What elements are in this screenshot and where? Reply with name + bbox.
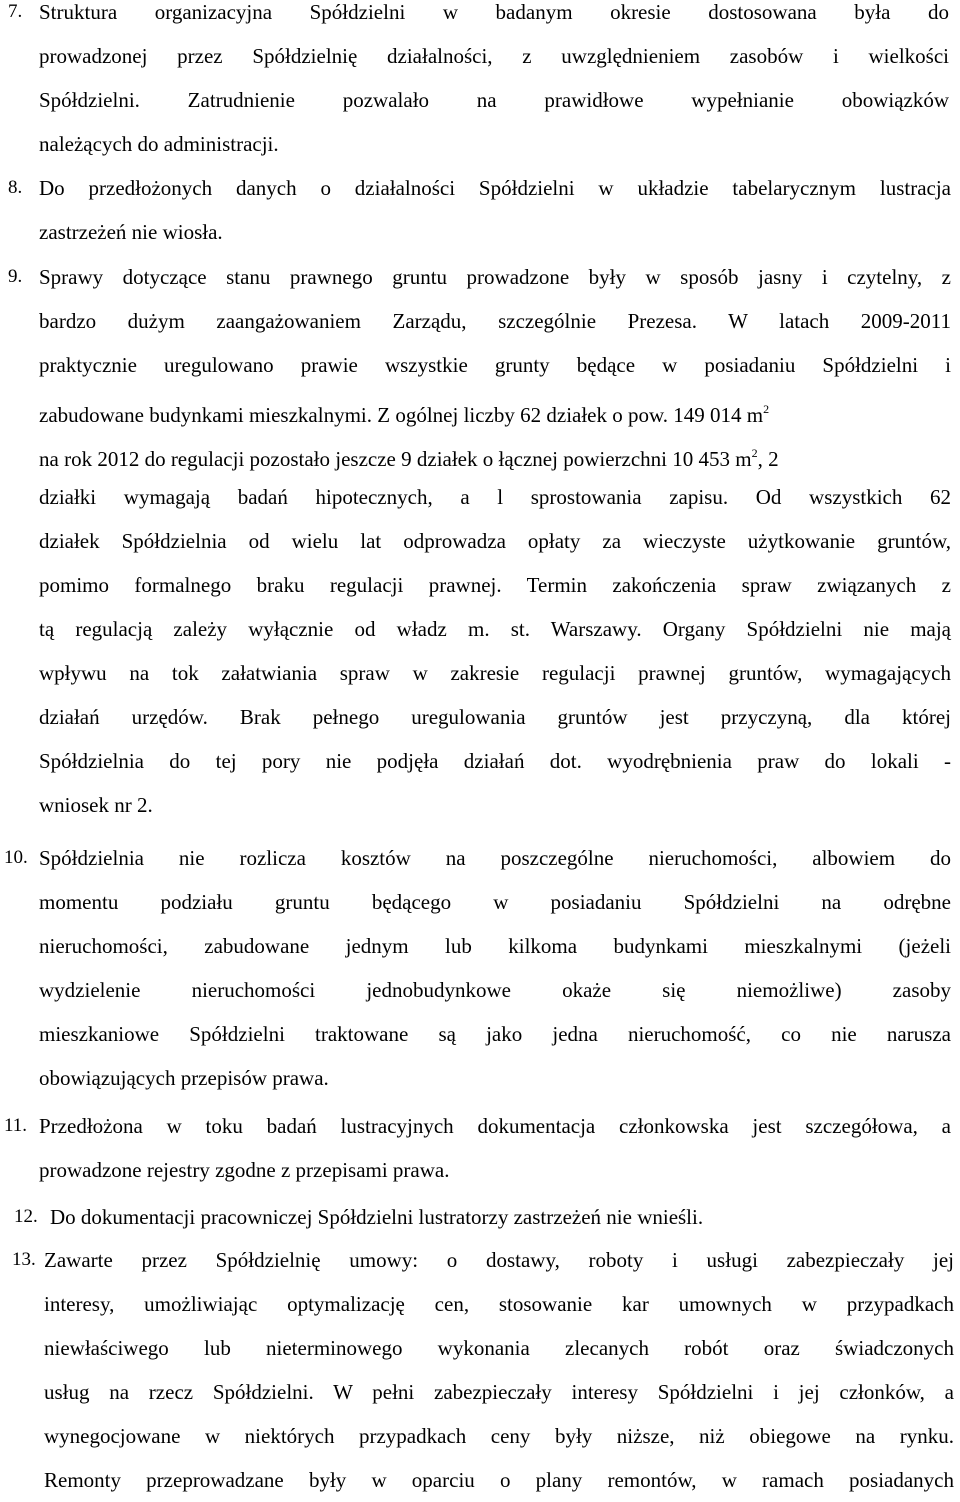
paragraph-line: tą regulacją zależy wyłącznie od władz m. st. Warszawy. Organy Spółdzielni nie mają: [39, 617, 951, 641]
line-suffix: , 2: [757, 447, 779, 471]
paragraph-line: Spółdzielnia nie rozlicza kosztów na poszczególne nieruchomości, albowiem do: [39, 846, 951, 870]
item-number: 13.: [12, 1249, 36, 1270]
paragraph-line: [39, 431, 951, 475]
line-text: na rok 2012 do regulacji pozostało jeszcze 9 działek o łącznej powierzchni 10 453 m: [39, 447, 752, 471]
item-number: 10.: [4, 847, 28, 868]
paragraph-line: praktycznie uregulowano prawie wszystkie grunty będące w posiadaniu Spółdzielni i: [39, 353, 951, 377]
paragraph-line: pomimo formalnego braku regulacji prawnej. Termin zakończenia spraw związanych z: [39, 573, 951, 597]
paragraph-line: działań urzędów. Brak pełnego uregulowania gruntów jest przyczyną, dla której: [39, 705, 951, 729]
paragraph-line: [39, 387, 951, 431]
paragraph-line: wydzielenie nieruchomości jednobudynkowe okaże się niemożliwe) zasoby: [39, 978, 951, 1002]
paragraph-line: Przedłożona w toku badań lustracyjnych dokumentacja członkowska jest szczegółowa, a: [39, 1114, 951, 1138]
paragraph-line: Zawarte przez Spółdzielnię umowy: o dostawy, roboty i usługi zabezpieczały jej: [44, 1248, 954, 1272]
paragraph-line: działek Spółdzielnia od wielu lat odprowadza opłaty za wieczyste użytkowanie gruntów,: [39, 529, 951, 553]
paragraph-line: należących do administracji.: [39, 132, 279, 156]
paragraph-line: interesy, umożliwiając optymalizację cen, stosowanie kar umownych w przypadkach: [44, 1292, 954, 1316]
item-number: 12.: [14, 1206, 38, 1227]
paragraph-line: niewłaściwego lub nieterminowego wykonania zlecanych robót oraz świadczonych: [44, 1336, 954, 1360]
paragraph-line: Do przedłożonych danych o działalności Spółdzielni w układzie tabelarycznym lustracja: [39, 176, 951, 200]
paragraph-line: mieszkaniowe Spółdzielni traktowane są jako jedna nieruchomość, co nie narusza: [39, 1022, 951, 1046]
item-number: 9.: [8, 266, 23, 287]
paragraph-line: prowadzone rejestry zgodne z przepisami prawa.: [39, 1158, 450, 1182]
item-number: 11.: [4, 1115, 28, 1136]
superscript: 2: [763, 402, 770, 416]
item-number: 8.: [8, 177, 23, 198]
paragraph-line: działki wymagają badań hipotecznych, a l sprostowania zapisu. Od wszystkich 62: [39, 485, 951, 509]
paragraph-line: obowiązujących przepisów prawa.: [39, 1066, 329, 1090]
paragraph-line: bardzo dużym zaangażowaniem Zarządu, szczególnie Prezesa. W latach 2009-2011: [39, 309, 951, 333]
paragraph-line: wniosek nr 2.: [39, 793, 153, 817]
paragraph-line: Do dokumentacji pracowniczej Spółdzielni lustratorzy zastrzeżeń nie wnieśli.: [50, 1205, 704, 1229]
paragraph-line: momentu podziału gruntu będącego w posiadaniu Spółdzielni na odrębne: [39, 890, 951, 914]
paragraph-line: Spółdzielnia do tej pory nie podjęła działań dot. wyodrębnienia praw do lokali -: [39, 749, 951, 773]
paragraph-line: wpływu na tok załatwiania spraw w zakresie regulacji prawnej gruntów, wymagających: [39, 661, 951, 685]
paragraph-line: zastrzeżeń nie wiosła.: [39, 220, 223, 244]
paragraph-line: Spółdzielni. Zatrudnienie pozwalało na prawidłowe wypełnianie obowiązków: [39, 88, 949, 112]
paragraph-line: Struktura organizacyjna Spółdzielni w badanym okresie dostosowana była do: [39, 0, 949, 24]
paragraph-line: Sprawy dotyczące stanu prawnego gruntu prowadzone były w sposób jasny i czytelny, z: [39, 265, 951, 289]
superscript: 2: [751, 446, 758, 460]
line-text: zabudowane budynkami mieszkalnymi. Z ogólnej liczby 62 działek o pow. 149 014 m: [39, 403, 764, 427]
paragraph-line: nieruchomości, zabudowane jednym lub kilkoma budynkami mieszkalnymi (jeżeli: [39, 934, 951, 958]
paragraph-line: Remonty przeprowadzane były w oparciu o plany remontów, w ramach posiadanych: [44, 1468, 954, 1492]
item-number: 7.: [8, 1, 23, 22]
paragraph-line: prowadzonej przez Spółdzielnię działalności, z uwzględnieniem zasobów i wielkości: [39, 44, 949, 68]
paragraph-line: wynegocjowane w niektórych przypadkach ceny były niższe, niż obiegowe na rynku.: [44, 1424, 954, 1448]
paragraph-line: usług na rzecz Spółdzielni. W pełni zabezpieczały interesy Spółdzielni i jej członków, a: [44, 1380, 954, 1404]
